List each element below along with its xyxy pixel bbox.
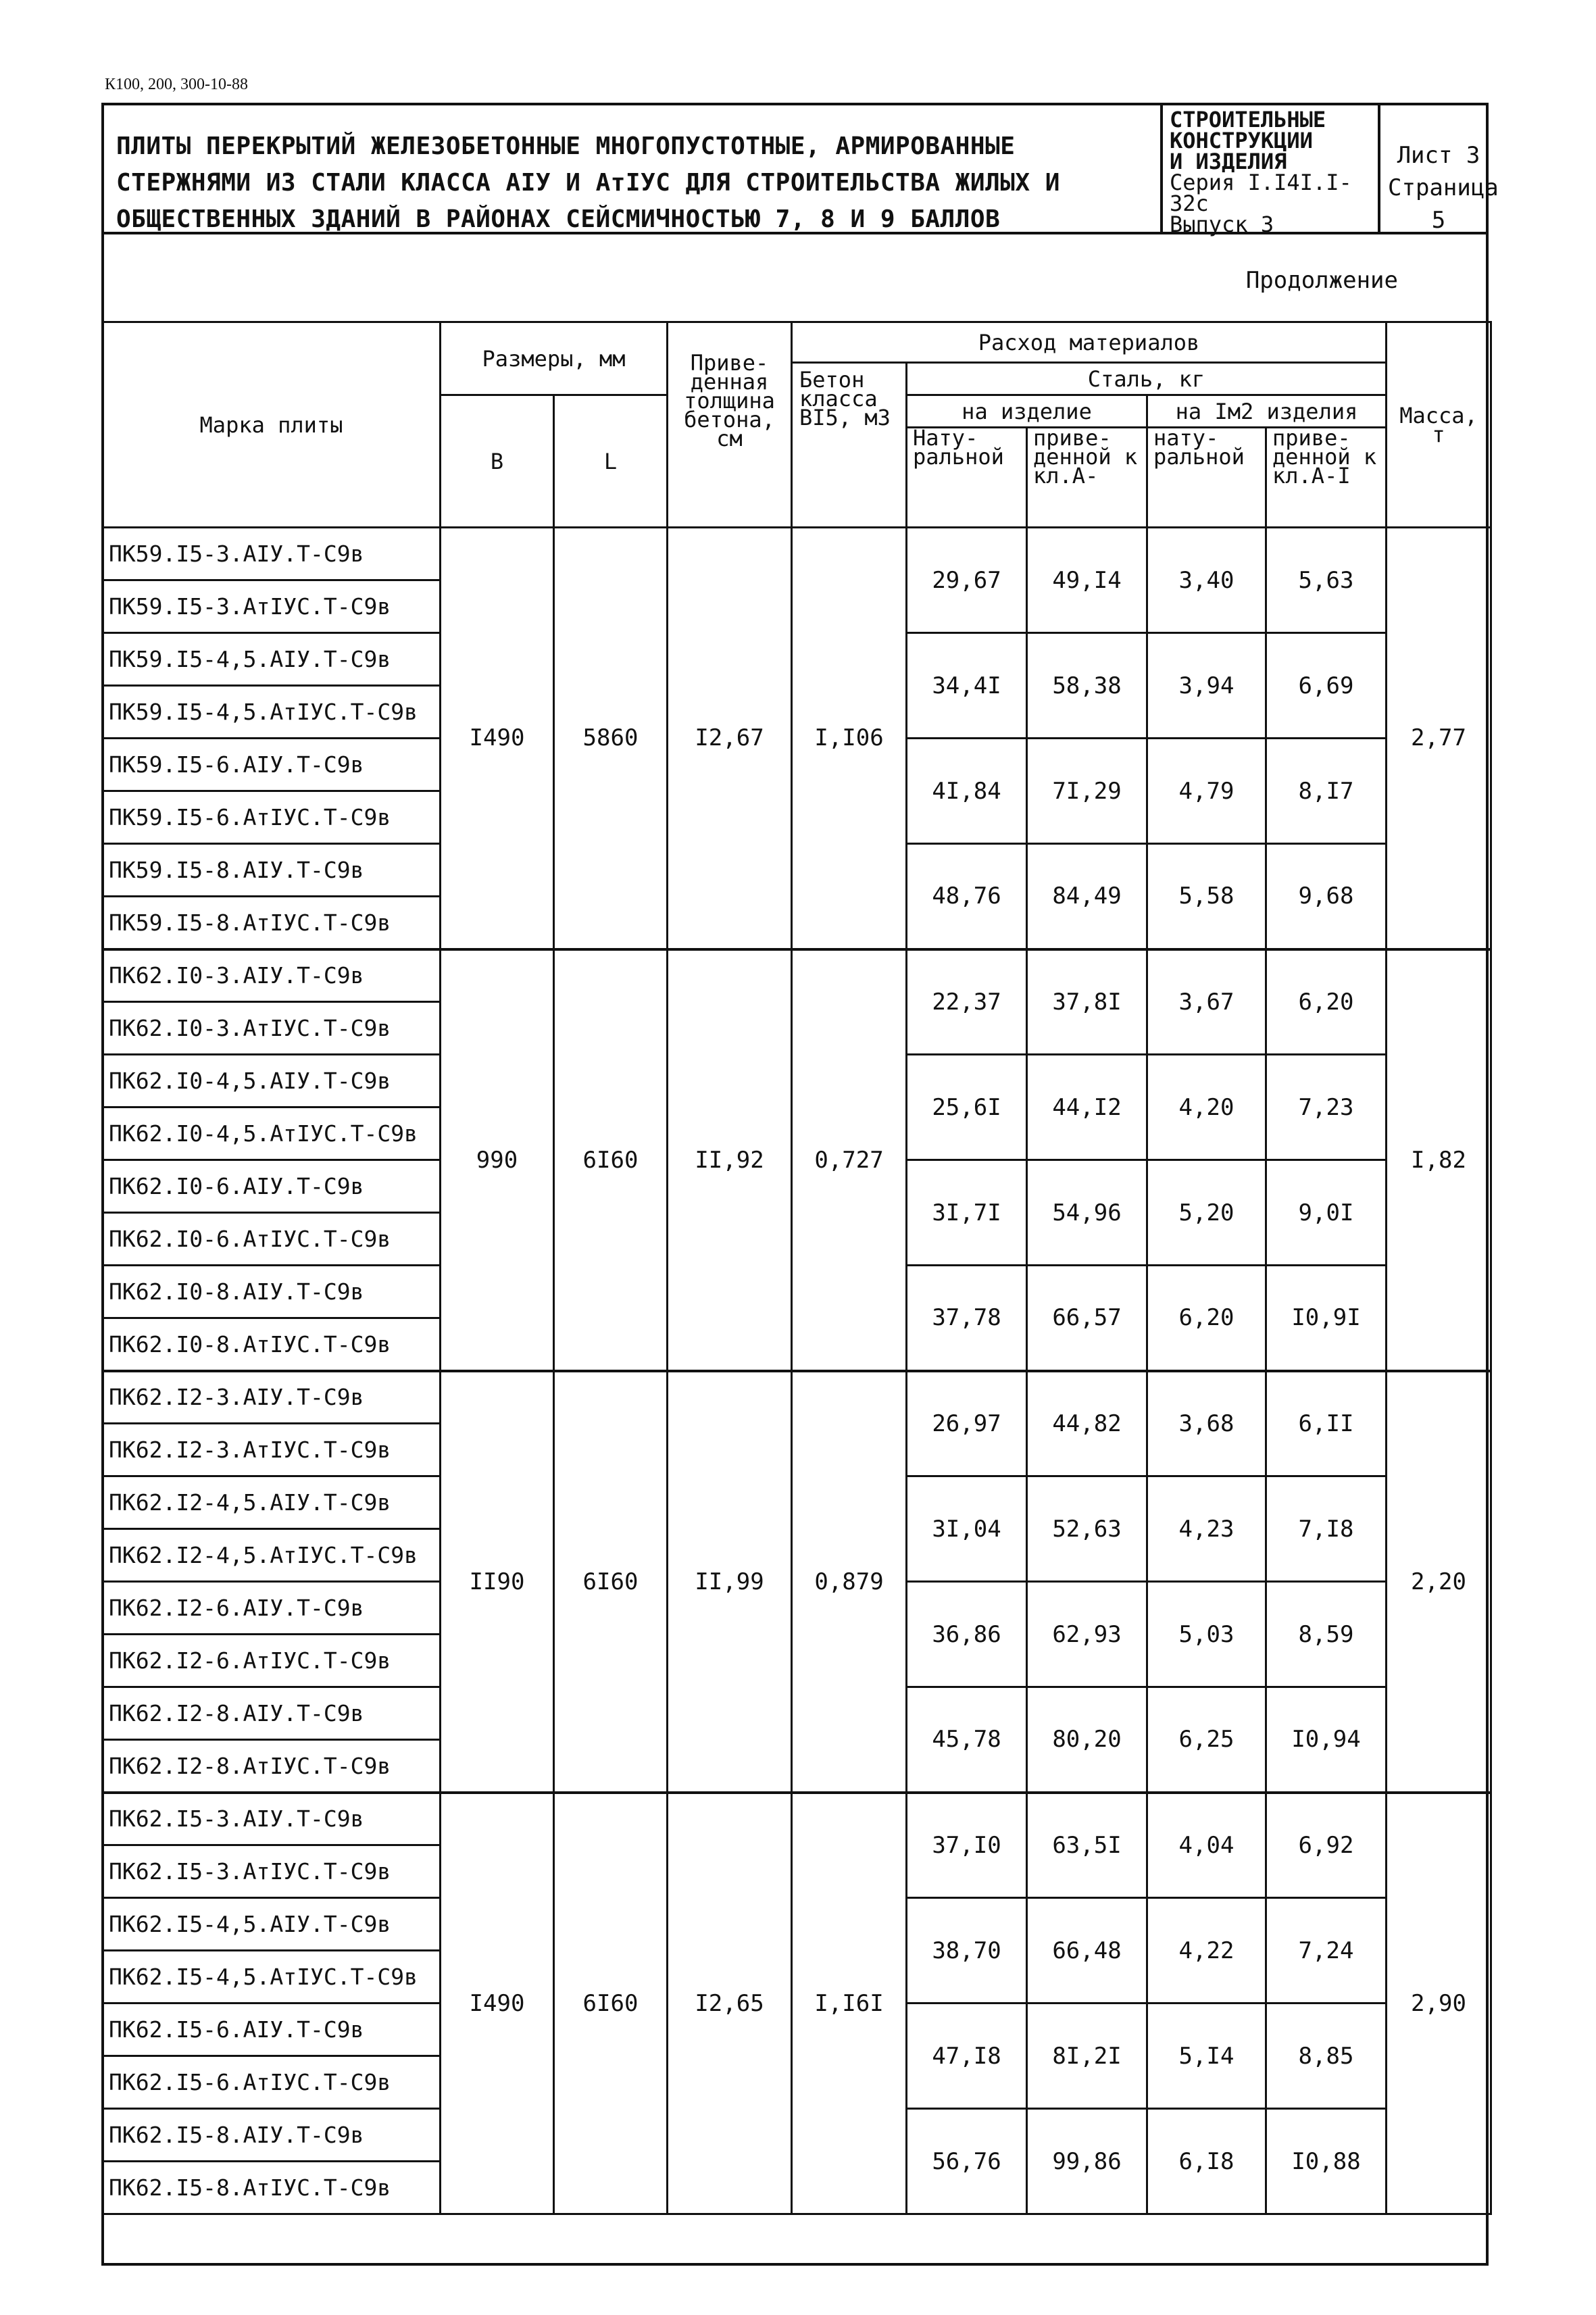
reduced-thickness: I2,65 bbox=[668, 1793, 792, 2214]
steel-natural-m2: 6,25 bbox=[1147, 1687, 1266, 1793]
steel-natural-m2: 5,58 bbox=[1147, 844, 1266, 949]
steel-reduced: 44,82 bbox=[1027, 1371, 1147, 1476]
plate-mark: ПК62.I0-8.АIУ.Т-С9в bbox=[103, 1266, 441, 1318]
plate-mark: ПК59.I5-4,5.АтIУС.Т-С9в bbox=[103, 686, 441, 739]
series-line-1: СТРОИТЕЛЬНЫЕ bbox=[1170, 107, 1326, 132]
steel-natural-m2: 4,79 bbox=[1147, 739, 1266, 844]
plate-mass: 2,90 bbox=[1387, 1793, 1491, 2214]
steel-reduced-m2: I0,9I bbox=[1266, 1266, 1387, 1371]
header-per-item: на изделие bbox=[907, 395, 1147, 428]
series-line-3: И ИЗДЕЛИЯ bbox=[1170, 149, 1287, 174]
plate-mark: ПК62.I2-3.АIУ.Т-С9в bbox=[103, 1371, 441, 1424]
document-title bbox=[116, 128, 1123, 238]
series-number: Серия I.I4I.I-32с bbox=[1170, 170, 1352, 216]
steel-reduced-m2: 8,I7 bbox=[1266, 739, 1387, 844]
steel-reduced-m2: 9,68 bbox=[1266, 844, 1387, 949]
plate-mark: ПК62.I5-4,5.АIУ.Т-С9в bbox=[103, 1898, 441, 1951]
size-b: 990 bbox=[441, 949, 554, 1371]
plate-mark: ПК62.I5-6.АIУ.Т-С9в bbox=[103, 2003, 441, 2056]
reduced-thickness: I2,67 bbox=[668, 528, 792, 949]
steel-reduced: 44,I2 bbox=[1027, 1055, 1147, 1160]
concrete-volume: 0,727 bbox=[792, 949, 907, 1371]
steel-natural-m2: 3,68 bbox=[1147, 1371, 1266, 1476]
steel-natural: 47,I8 bbox=[907, 2003, 1027, 2109]
specification-table bbox=[101, 321, 1492, 2215]
plate-mass: 2,20 bbox=[1387, 1371, 1491, 1793]
steel-natural: 36,86 bbox=[907, 1582, 1027, 1687]
size-b: II90 bbox=[441, 1371, 554, 1793]
size-b: I490 bbox=[441, 1793, 554, 2214]
steel-reduced: 99,86 bbox=[1027, 2109, 1147, 2214]
header-materials: Расход материалов bbox=[792, 322, 1387, 363]
title-line-2: СТЕРЖНЯМИ ИЗ СТАЛИ КЛАССА АIУ И АтIУС ДЛЯ СТРОИТЕЛЬСТВА ЖИЛЫХ И bbox=[116, 169, 1060, 197]
size-l: 6I60 bbox=[554, 1371, 668, 1793]
plate-mark: ПК59.I5-6.АтIУС.Т-С9в bbox=[103, 791, 441, 844]
page-number: Страница 5 bbox=[1388, 174, 1499, 234]
steel-natural: 45,78 bbox=[907, 1687, 1027, 1793]
steel-natural-m2: 4,20 bbox=[1147, 1055, 1266, 1160]
steel-natural: 3I,04 bbox=[907, 1476, 1027, 1582]
steel-natural: 34,4I bbox=[907, 633, 1027, 739]
steel-natural-m2: 6,20 bbox=[1147, 1266, 1266, 1371]
steel-reduced-m2: 7,I8 bbox=[1266, 1476, 1387, 1582]
steel-natural-m2: 5,20 bbox=[1147, 1160, 1266, 1266]
table-row bbox=[103, 949, 1491, 1002]
steel-reduced: 52,63 bbox=[1027, 1476, 1147, 1582]
steel-reduced: 8I,2I bbox=[1027, 2003, 1147, 2109]
concrete-volume: 0,879 bbox=[792, 1371, 907, 1793]
plate-mark: ПК62.I0-3.АIУ.Т-С9в bbox=[103, 949, 441, 1002]
header-mass: Масса, т bbox=[1387, 322, 1491, 528]
steel-natural-m2: 4,04 bbox=[1147, 1793, 1266, 1898]
steel-natural: 4I,84 bbox=[907, 739, 1027, 844]
plate-mark: ПК62.I0-6.АIУ.Т-С9в bbox=[103, 1160, 441, 1213]
header-thickness: Приве- денная толщина бетона, см bbox=[668, 322, 792, 528]
steel-natural: 22,37 bbox=[907, 949, 1027, 1055]
plate-mark: ПК62.I5-3.АтIУС.Т-С9в bbox=[103, 1845, 441, 1898]
steel-natural-m2: 4,23 bbox=[1147, 1476, 1266, 1582]
title-line-1: ПЛИТЫ ПЕРЕКРЫТИЙ ЖЕЛЕЗОБЕТОННЫЕ МНОГОПУСТОТНЫЕ, АРМИРОВАННЫЕ bbox=[116, 132, 1016, 160]
plate-mark: ПК62.I5-6.АтIУС.Т-С9в bbox=[103, 2056, 441, 2109]
series-line-2: КОНСТРУКЦИИ bbox=[1170, 128, 1313, 153]
steel-reduced: 63,5I bbox=[1027, 1793, 1147, 1898]
steel-reduced: 54,96 bbox=[1027, 1160, 1147, 1266]
header-sizes: Размеры, мм bbox=[441, 322, 668, 395]
sheet-cell bbox=[1388, 139, 1499, 237]
plate-mark: ПК62.I2-6.АтIУС.Т-С9в bbox=[103, 1635, 441, 1687]
size-b: I490 bbox=[441, 528, 554, 949]
table-row bbox=[103, 528, 1491, 580]
reduced-thickness: II,99 bbox=[668, 1371, 792, 1793]
steel-reduced: 62,93 bbox=[1027, 1582, 1147, 1687]
table-row bbox=[103, 1371, 1491, 1424]
steel-natural-m2: 3,94 bbox=[1147, 633, 1266, 739]
header-reduced-m2: приве- денной к кл.А-I bbox=[1266, 428, 1387, 528]
plate-mark: ПК62.I0-3.АтIУС.Т-С9в bbox=[103, 1002, 441, 1055]
plate-mark: ПК59.I5-6.АIУ.Т-С9в bbox=[103, 739, 441, 791]
steel-reduced-m2: 5,63 bbox=[1266, 528, 1387, 633]
steel-reduced-m2: 6,20 bbox=[1266, 949, 1387, 1055]
continuation-label: Продолжение bbox=[1245, 267, 1398, 294]
steel-reduced-m2: I0,94 bbox=[1266, 1687, 1387, 1793]
plate-mark: ПК62.I2-6.АIУ.Т-С9в bbox=[103, 1582, 441, 1635]
steel-natural: 25,6I bbox=[907, 1055, 1027, 1160]
steel-reduced-m2: 7,24 bbox=[1266, 1898, 1387, 2003]
plate-mark: ПК62.I2-4,5.АтIУС.Т-С9в bbox=[103, 1529, 441, 1582]
plate-mark: ПК59.I5-8.АтIУС.Т-С9в bbox=[103, 897, 441, 949]
plate-mark: ПК62.I0-8.АтIУС.Т-С9в bbox=[103, 1318, 441, 1371]
steel-reduced: 58,38 bbox=[1027, 633, 1147, 739]
steel-reduced-m2: I0,88 bbox=[1266, 2109, 1387, 2214]
steel-natural: 56,76 bbox=[907, 2109, 1027, 2214]
size-l: 6I60 bbox=[554, 1793, 668, 2214]
steel-reduced: 7I,29 bbox=[1027, 739, 1147, 844]
plate-mark: ПК62.I5-3.АIУ.Т-С9в bbox=[103, 1793, 441, 1845]
sheet-number: Лист 3 bbox=[1397, 142, 1480, 169]
plate-mark: ПК62.I5-4,5.АтIУС.Т-С9в bbox=[103, 1951, 441, 2003]
steel-reduced: 84,49 bbox=[1027, 844, 1147, 949]
steel-reduced-m2: 6,69 bbox=[1266, 633, 1387, 739]
concrete-volume: I,I06 bbox=[792, 528, 907, 949]
steel-reduced: 80,20 bbox=[1027, 1687, 1147, 1793]
plate-mark: ПК62.I0-4,5.АтIУС.Т-С9в bbox=[103, 1107, 441, 1160]
steel-natural: 48,76 bbox=[907, 844, 1027, 949]
plate-mark: ПК59.I5-3.АIУ.Т-С9в bbox=[103, 528, 441, 580]
plate-mark: ПК62.I2-8.АтIУС.Т-С9в bbox=[103, 1740, 441, 1793]
plate-mark: ПК59.I5-3.АтIУС.Т-С9в bbox=[103, 580, 441, 633]
steel-reduced: 66,48 bbox=[1027, 1898, 1147, 2003]
header-steel: Сталь, кг bbox=[907, 363, 1387, 395]
steel-natural: 26,97 bbox=[907, 1371, 1027, 1476]
plate-mark: ПК59.I5-8.АIУ.Т-С9в bbox=[103, 844, 441, 897]
steel-reduced: 66,57 bbox=[1027, 1266, 1147, 1371]
plate-mark: ПК62.I5-8.АIУ.Т-С9в bbox=[103, 2109, 441, 2162]
steel-natural-m2: 4,22 bbox=[1147, 1898, 1266, 2003]
steel-reduced-m2: 6,II bbox=[1266, 1371, 1387, 1476]
steel-reduced-m2: 9,0I bbox=[1266, 1160, 1387, 1266]
header-natural: Нату- ральной bbox=[907, 428, 1027, 528]
title-block bbox=[101, 103, 1499, 237]
header-l: L bbox=[554, 395, 668, 528]
document-code: К100, 200, 300-10-88 bbox=[105, 76, 248, 93]
steel-natural: 37,78 bbox=[907, 1266, 1027, 1371]
steel-natural-m2: 5,I4 bbox=[1147, 2003, 1266, 2109]
plate-mark: ПК62.I2-8.АIУ.Т-С9в bbox=[103, 1687, 441, 1740]
steel-reduced: 37,8I bbox=[1027, 949, 1147, 1055]
steel-natural-m2: 5,03 bbox=[1147, 1582, 1266, 1687]
title-line-3: ОБЩЕСТВЕННЫХ ЗДАНИЙ В РАЙОНАХ СЕЙСМИЧНОСТЬЮ 7, 8 И 9 БАЛЛОВ bbox=[116, 205, 1001, 233]
plate-mark: ПК62.I5-8.АтIУС.Т-С9в bbox=[103, 2162, 441, 2214]
steel-reduced-m2: 7,23 bbox=[1266, 1055, 1387, 1160]
plate-mark: ПК62.I2-3.АтIУС.Т-С9в bbox=[103, 1424, 441, 1476]
plate-mark: ПК62.I2-4,5.АIУ.Т-С9в bbox=[103, 1476, 441, 1529]
header-natural-m2: нату- ральной bbox=[1147, 428, 1266, 528]
steel-reduced: 49,I4 bbox=[1027, 528, 1147, 633]
series-issue: Выпуск 3 bbox=[1170, 211, 1274, 237]
steel-reduced-m2: 6,92 bbox=[1266, 1793, 1387, 1898]
table-row bbox=[103, 1793, 1491, 1845]
size-l: 5860 bbox=[554, 528, 668, 949]
header-b: B bbox=[441, 395, 554, 528]
plate-mass: I,82 bbox=[1387, 949, 1491, 1371]
header-mark: Марка плиты bbox=[103, 322, 441, 528]
steel-natural: 3I,7I bbox=[907, 1160, 1027, 1266]
header-per-m2: на Iм2 изделия bbox=[1147, 395, 1387, 428]
size-l: 6I60 bbox=[554, 949, 668, 1371]
steel-natural-m2: 3,67 bbox=[1147, 949, 1266, 1055]
steel-reduced-m2: 8,85 bbox=[1266, 2003, 1387, 2109]
steel-reduced-m2: 8,59 bbox=[1266, 1582, 1387, 1687]
header-reduced: приве- денной к кл.А- bbox=[1027, 428, 1147, 528]
series-cell bbox=[1160, 105, 1380, 237]
header-concrete: Бетон класса BI5, м3 bbox=[792, 363, 907, 528]
plate-mark: ПК62.I0-6.АтIУС.Т-С9в bbox=[103, 1213, 441, 1266]
concrete-volume: I,I6I bbox=[792, 1793, 907, 2214]
steel-natural: 37,I0 bbox=[907, 1793, 1027, 1898]
steel-natural-m2: 6,I8 bbox=[1147, 2109, 1266, 2214]
plate-mark: ПК62.I0-4,5.АIУ.Т-С9в bbox=[103, 1055, 441, 1107]
plate-mass: 2,77 bbox=[1387, 528, 1491, 949]
steel-natural: 38,70 bbox=[907, 1898, 1027, 2003]
reduced-thickness: II,92 bbox=[668, 949, 792, 1371]
plate-mark: ПК59.I5-4,5.АIУ.Т-С9в bbox=[103, 633, 441, 686]
steel-natural: 29,67 bbox=[907, 528, 1027, 633]
steel-natural-m2: 3,40 bbox=[1147, 528, 1266, 633]
